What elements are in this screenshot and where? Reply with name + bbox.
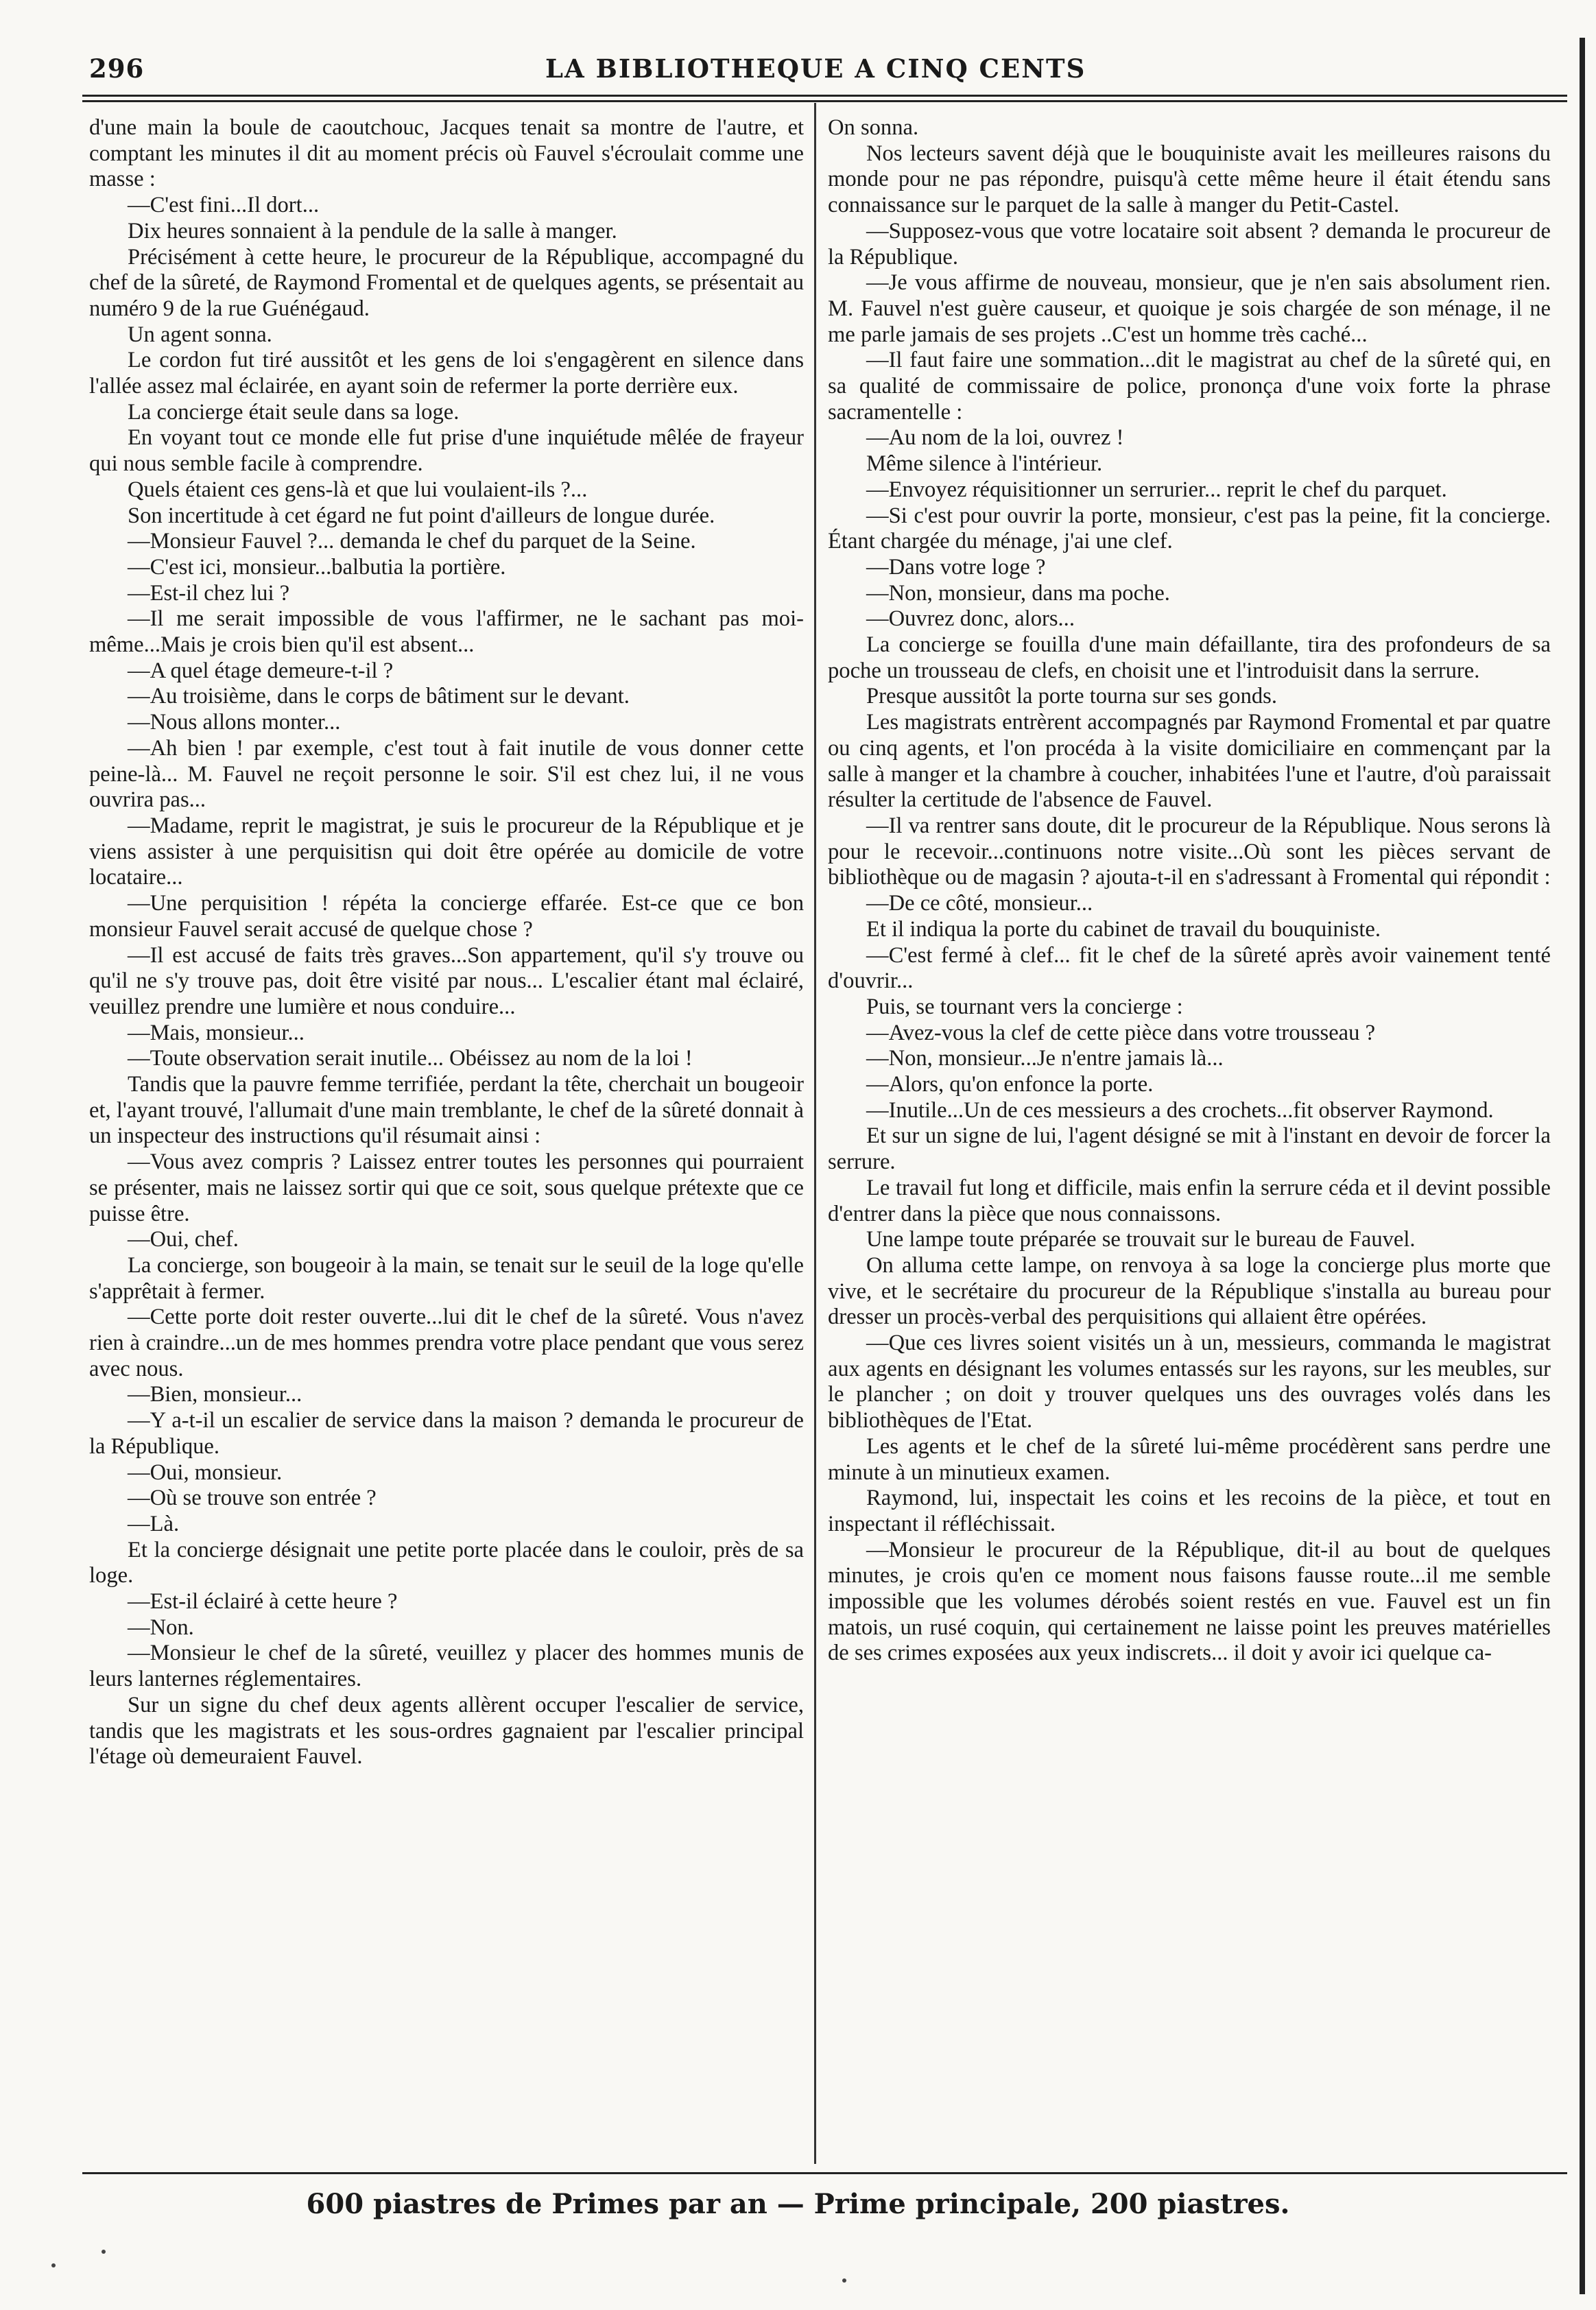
paragraph: —Il faut faire une sommation...dit le magistrat au chef de la sûreté qui, en sa qualité de commissaire de police, prononça d'une voix forte la phrase sacramentelle : bbox=[828, 348, 1551, 425]
left-column bbox=[89, 115, 804, 2166]
paragraph: —Oui, monsieur. bbox=[128, 1460, 283, 1485]
paragraph: Et sur un signe de lui, l'agent désigné se mit à l'instant en devoir de forcer la serrure. bbox=[828, 1123, 1551, 1175]
paragraph: —Si c'est pour ouvrir la porte, monsieur, c'est pas la peine, fit la concierge. Étant chargée du ménage, j'ai une clef. bbox=[828, 503, 1551, 554]
paragraph: —Madame, reprit le magistrat, je suis le procureur de la République et je viens assister à une perquisitisn qui doit être opérée au domicile de votre locataire... bbox=[89, 813, 804, 890]
header-rule bbox=[82, 95, 1567, 97]
paragraph: Dix heures sonnaient à la pendule de la salle à manger. bbox=[128, 218, 617, 243]
page-edge-shadow bbox=[1580, 38, 1585, 2294]
paragraph: Sur un signe du chef deux agents allèrent occuper l'escalier de service, tandis que les magistrats et les sous-ordres gagnaient par l'escalier principal l'étage où demeuraient Fauvel. bbox=[89, 1692, 804, 1770]
print-speck bbox=[842, 2278, 846, 2283]
paragraph: Presque aussitôt la porte tourna sur ses gonds. bbox=[866, 684, 1277, 709]
paragraph: —Mais, monsieur... bbox=[128, 1020, 305, 1045]
paragraph: —Il va rentrer sans doute, dit le procureur de la République. Nous serons là pour le recevoir...continuons notre visite...Où sont les pièces servant de bibliothèque ou de magasin ? ajouta-t-il en s'adressant à Fromental qui répondit : bbox=[828, 813, 1551, 890]
paragraph: Puis, se tournant vers la concierge : bbox=[866, 994, 1183, 1019]
paragraph: —Il est accusé de faits très graves...Son appartement, qu'il s'y trouve ou qu'il ne s'y trouve pas, doit être visité par nous... L'escalier étant mal éclairé, veuillez prendre une lumière et nous conduire... bbox=[89, 942, 804, 1019]
paragraph: Et la concierge désignait une petite porte placée dans le couloir, près de sa loge. bbox=[89, 1537, 804, 1588]
paragraph: —Oui, chef. bbox=[128, 1227, 239, 1252]
paragraph: —C'est fini...Il dort... bbox=[128, 193, 320, 218]
paragraph: —Bien, monsieur... bbox=[128, 1382, 302, 1407]
paragraph: —Alors, qu'on enfonce la porte. bbox=[866, 1072, 1154, 1097]
paragraph: —Une perquisition ! répéta la concierge effarée. Est-ce que ce bon monsieur Fauvel serait accusé de quelque chose ? bbox=[89, 891, 804, 942]
paragraph: —Dans votre loge ? bbox=[866, 554, 1046, 580]
paragraph: d'une main la boule de caoutchouc, Jacques tenait sa montre de l'autre, et comptant les minutes il dit au moment précis où Fauvel s'écroulait comme une masse : bbox=[89, 115, 804, 192]
paragraph: La concierge, son bougeoir à la main, se tenait sur le seuil de la loge qu'elle s'apprêtait à fermer. bbox=[89, 1252, 804, 1304]
paragraph: On alluma cette lampe, on renvoya à sa loge la concierge plus morte que vive, et le secrétaire du procureur de la République s'installa au bureau pour dresser un procès-verbal des perquisitions qui allaient être opérées. bbox=[828, 1252, 1551, 1330]
paragraph: —Non, monsieur, dans ma poche. bbox=[866, 580, 1170, 606]
paragraph: —Au troisième, dans le corps de bâtiment sur le devant. bbox=[128, 684, 630, 709]
paragraph: —Y a-t-il un escalier de service dans la maison ? demanda le procureur de la République. bbox=[89, 1408, 804, 1459]
paragraph: —C'est fermé à clef... fit le chef de la sûreté après avoir vainement tenté d'ouvrir... bbox=[828, 942, 1551, 994]
paragraph: Raymond, lui, inspectait les coins et les recoins de la pièce, et tout en inspectant il réfléchissait. bbox=[828, 1486, 1551, 1536]
paragraph: —Non, monsieur...Je n'entre jamais là... bbox=[866, 1046, 1224, 1071]
paragraph: —Cette porte doit rester ouverte...lui dit le chef de la sûreté. Vous n'avez rien à craindre...un de mes hommes prendra votre place pendant que vous serez avec nous. bbox=[89, 1305, 804, 1381]
paragraph: Une lampe toute préparée se trouvait sur le bureau de Fauvel. bbox=[866, 1227, 1416, 1252]
paragraph: —C'est ici, monsieur...balbutia la portière. bbox=[128, 554, 506, 580]
paragraph: Quels étaient ces gens-là et que lui voulaient-ils ?... bbox=[128, 477, 588, 502]
paragraph: —Que ces livres soient visités un à un, messieurs, commanda le magistrat aux agents en désignant les volumes entassés sur les rayons, sur les meubles, sur le plancher ; on doit y trouver quelques uns des ouvrages volés dans les bibliothèques de l'Etat. bbox=[828, 1331, 1551, 1433]
paragraph: Et il indiqua la porte du cabinet de travail du bouquiniste. bbox=[866, 916, 1381, 942]
paragraph: —Au nom de la loi, ouvrez ! bbox=[866, 425, 1124, 451]
paragraph: —Non. bbox=[128, 1615, 194, 1640]
page-number: 296 bbox=[89, 53, 145, 84]
print-speck bbox=[51, 2263, 56, 2267]
paragraph: Précisément à cette heure, le procureur de la République, accompagné du chef de la sûreté, de Raymond Fromental et de quelques agents, se présentait au numéro 9 de la rue Guénégaud. bbox=[89, 244, 804, 321]
column-divider bbox=[814, 103, 816, 2164]
paragraph: Un agent sonna. bbox=[128, 322, 272, 347]
paragraph: Son incertitude à cet égard ne fut point d'ailleurs de longue durée. bbox=[128, 503, 715, 528]
paragraph: —Monsieur le procureur de la République, dit-il au bout de quelques minutes, je crois qu'en ce moment nous faisons fausse route...il me semble impossible que les volumes dérobés soient restés en vue. Fauvel est un fin matois, un rusé coquin, qui certainement ne laisse point les preuves matérielles de ses crimes exposées aux yeux indiscrets... il doit y avoir ici quelque ca- bbox=[828, 1537, 1551, 1666]
paragraph: Même silence à l'intérieur. bbox=[866, 451, 1103, 477]
paragraph: —Monsieur Fauvel ?... demanda le chef du parquet de la Seine. bbox=[128, 529, 696, 554]
paragraph: —Avez-vous la clef de cette pièce dans votre trousseau ? bbox=[866, 1020, 1376, 1045]
paragraph: Tandis que la pauvre femme terrifiée, perdant la tête, cherchait un bougeoir et, l'ayant trouvé, l'allumait d'une main tremblante, le chef de la sûreté donnait à un inspecteur des instructions qu'il résumait ainsi : bbox=[89, 1072, 804, 1149]
paragraph: —Est-il éclairé à cette heure ? bbox=[128, 1589, 398, 1615]
right-column bbox=[828, 115, 1551, 2166]
paragraph: Le cordon fut tiré aussitôt et les gens de loi s'engagèrent en silence dans l'allée assez mal éclairée, en ayant soin de refermer la porte derrière eux. bbox=[89, 348, 804, 399]
paragraph: La concierge était seule dans sa loge. bbox=[128, 399, 460, 425]
paragraph: —Inutile...Un de ces messieurs a des crochets...fit observer Raymond. bbox=[866, 1097, 1494, 1123]
paragraph: —De ce côté, monsieur... bbox=[866, 891, 1093, 916]
paragraph: —Vous avez compris ? Laissez entrer toutes les personnes qui pourraient se présenter, mais ne laissez sortir qui que ce soit, sous quelque prétexte que ce puisse être. bbox=[89, 1150, 804, 1226]
paragraph: —Là. bbox=[128, 1511, 180, 1536]
footer-banner: 600 piastres de Primes par an — Prime principale, 200 piastres. bbox=[306, 2188, 1290, 2220]
paragraph: Le travail fut long et difficile, mais enfin la serrure céda et il devint possible d'entrer dans la pièce que nous connaissons. bbox=[828, 1175, 1551, 1226]
paragraph: —Où se trouve son entrée ? bbox=[128, 1486, 377, 1511]
paragraph: En voyant tout ce monde elle fut prise d'une inquiétude mêlée de frayeur qui nous semble facile à comprendre. bbox=[89, 425, 804, 477]
paragraph: —Supposez-vous que votre locataire soit absent ? demanda le procureur de la République. bbox=[828, 218, 1551, 270]
paragraph: —Ah bien ! par exemple, c'est tout à fait inutile de vous donner cette peine-là... M. Fauvel ne reçoit personne le soir. S'il est chez lui, il ne vous ouvrira pas... bbox=[89, 735, 804, 813]
paragraph: —Envoyez réquisitionner un serrurier... reprit le chef du parquet. bbox=[866, 477, 1447, 502]
footer-rule bbox=[82, 2172, 1567, 2174]
paragraph: —Ouvrez donc, alors... bbox=[866, 606, 1075, 632]
paragraph: —Je vous affirme de nouveau, monsieur, que je n'en sais absolument rien. M. Fauvel n'est guère causeur, et quoique je sois chargée de son ménage, il ne me parle jamais de ses projets ..C'est un homme très caché... bbox=[828, 270, 1551, 347]
header-rule-double bbox=[82, 100, 1567, 102]
paragraph: La concierge se fouilla d'une main défaillante, tira des profondeurs de sa poche un trousseau de clefs, en choisit une et l'introduisit dans la serrure. bbox=[828, 632, 1551, 683]
paragraph: —Il me serait impossible de vous l'affirmer, ne le sachant pas moi-même...Mais je crois bien qu'il est absent... bbox=[89, 606, 804, 658]
paragraph: —Monsieur le chef de la sûreté, veuillez y placer des hommes munis de leurs lanternes réglementaires. bbox=[89, 1641, 804, 1692]
paragraph: —Est-il chez lui ? bbox=[128, 580, 290, 606]
paragraph: —Nous allons monter... bbox=[128, 710, 341, 735]
running-head-title: LA BIBLIOTHEQUE A CINQ CENTS bbox=[545, 53, 1086, 84]
print-speck bbox=[102, 2250, 106, 2254]
paragraph: —Toute observation serait inutile... Obéissez au nom de la loi ! bbox=[128, 1046, 693, 1071]
paragraph: Les magistrats entrèrent accompagnés par Raymond Fromental et par quatre ou cinq agents, et l'on procéda à la visite domiciliaire en commençant par la salle à manger et la chambre à coucher, inhabitées l'une et l'autre, d'où paraissait résulter la certitude de l'absence de Fauvel. bbox=[828, 710, 1551, 813]
paragraph: —A quel étage demeure-t-il ? bbox=[128, 658, 394, 683]
paragraph: On sonna. bbox=[828, 115, 919, 140]
paragraph: Les agents et le chef de la sûreté lui-même procédèrent sans perdre une minute à un minutieux examen. bbox=[828, 1433, 1551, 1485]
paragraph: Nos lecteurs savent déjà que le bouquiniste avait les meilleures raisons du monde pour ne pas répondre, puisqu'à cette même heure il était étendu sans connaissance sur le parquet de la salle à manger du Petit-Castel. bbox=[828, 141, 1551, 218]
